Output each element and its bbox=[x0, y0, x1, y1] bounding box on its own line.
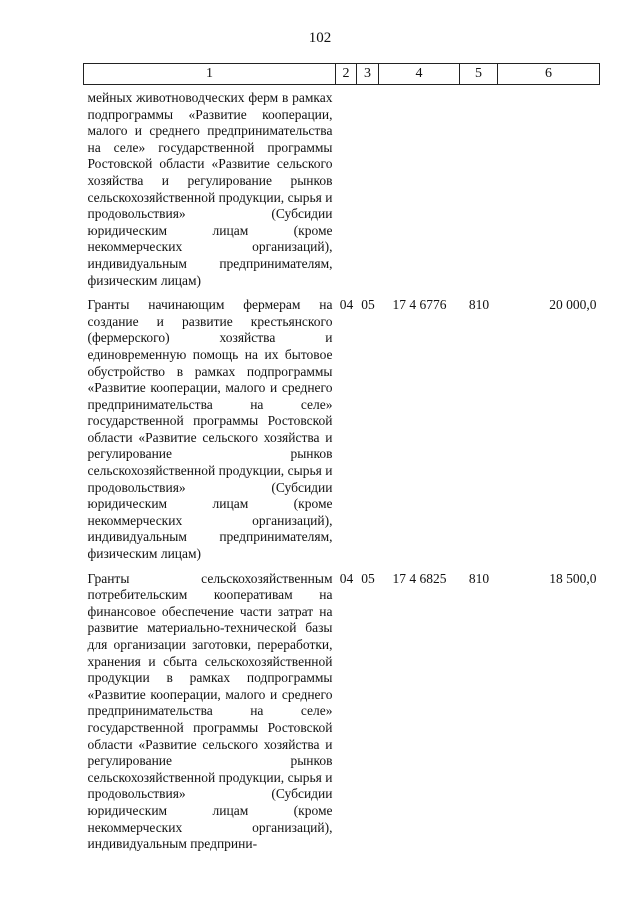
row-target-article-code: 17 4 6825 bbox=[392, 570, 447, 586]
row-subsection-code: 05 bbox=[361, 297, 375, 313]
row-description: Гранты сельскохозяйственным потребительским кооперативам на финансовое обеспечение части затрат на развитие материально-технической базы для организации заготовки, переработки, хранения и сбыта сельскохозяйственной продукции в рамках подпрограммы «Развитие кооперации, малого и среднего предпринимательства на селе» государственной программы Ростовской области «Развитие сельского хозяйства и регулирование рынков сельскохозяйственной продукции, сырья и продовольствия» (Субсидии юридическим лицам (кроме некоммерческих организаций), индивидуальным предприни- bbox=[87, 570, 333, 852]
column-header-6: 6 bbox=[498, 64, 600, 85]
budget-table bbox=[83, 63, 600, 853]
row-amount bbox=[498, 90, 600, 289]
row-subsection-code bbox=[357, 90, 379, 289]
row-amount: 18 500,0 bbox=[549, 570, 597, 586]
column-header-4: 4 bbox=[379, 64, 460, 85]
column-header-3: 3 bbox=[357, 64, 379, 85]
page-number: 102 bbox=[308, 30, 332, 46]
table-row bbox=[84, 297, 600, 563]
row-target-article-code bbox=[379, 90, 460, 289]
row-expense-type-code: 810 bbox=[468, 570, 490, 586]
row-subsection-code: 05 bbox=[361, 570, 375, 586]
row-section-code: 04 bbox=[339, 297, 354, 313]
row-expense-type-code: 810 bbox=[468, 297, 490, 313]
row-section-code bbox=[336, 90, 357, 289]
table-header-row bbox=[84, 64, 600, 85]
table-row bbox=[84, 90, 600, 289]
row-section-code: 04 bbox=[339, 570, 354, 586]
row-expense-type-code bbox=[460, 90, 498, 289]
row-description: Гранты начинающим фермерам на создание и развитие крестьянского (фермерского) хозяйства и единовременную помощь на их бытовое обустройство в рамках подпрограммы «Развитие кооперации, малого и среднего предпринимательства на селе» государственной программы Ростовской области «Развитие сельского хозяйства и регулирование рынков сельскохозяйственной продукции, сырья и продовольствия» (Субсидии юридическим лицам (кроме некоммерческих организаций), индивидуальным предпринимателям, физическим лицам) bbox=[87, 297, 333, 562]
row-amount: 20 000,0 bbox=[549, 297, 597, 313]
row-target-article-code: 17 4 6776 bbox=[392, 297, 447, 313]
column-header-1: 1 bbox=[84, 64, 336, 85]
row-description: мейных животноводческих ферм в рамках подпрограммы «Развитие кооперации, малого и среднего предпринимательства на селе» государственной программы Ростовской области «Развитие сельского хозяйства и регулирование рынков сельскохозяйственной продукции, сырья и продовольствия» (Субсидии юридическим лицам (кроме некоммерческих организаций), индивидуальным предпринимателям, физическим лицам) bbox=[87, 90, 333, 288]
table-row bbox=[84, 571, 600, 853]
column-header-5: 5 bbox=[460, 64, 498, 85]
column-header-2: 2 bbox=[336, 64, 357, 85]
